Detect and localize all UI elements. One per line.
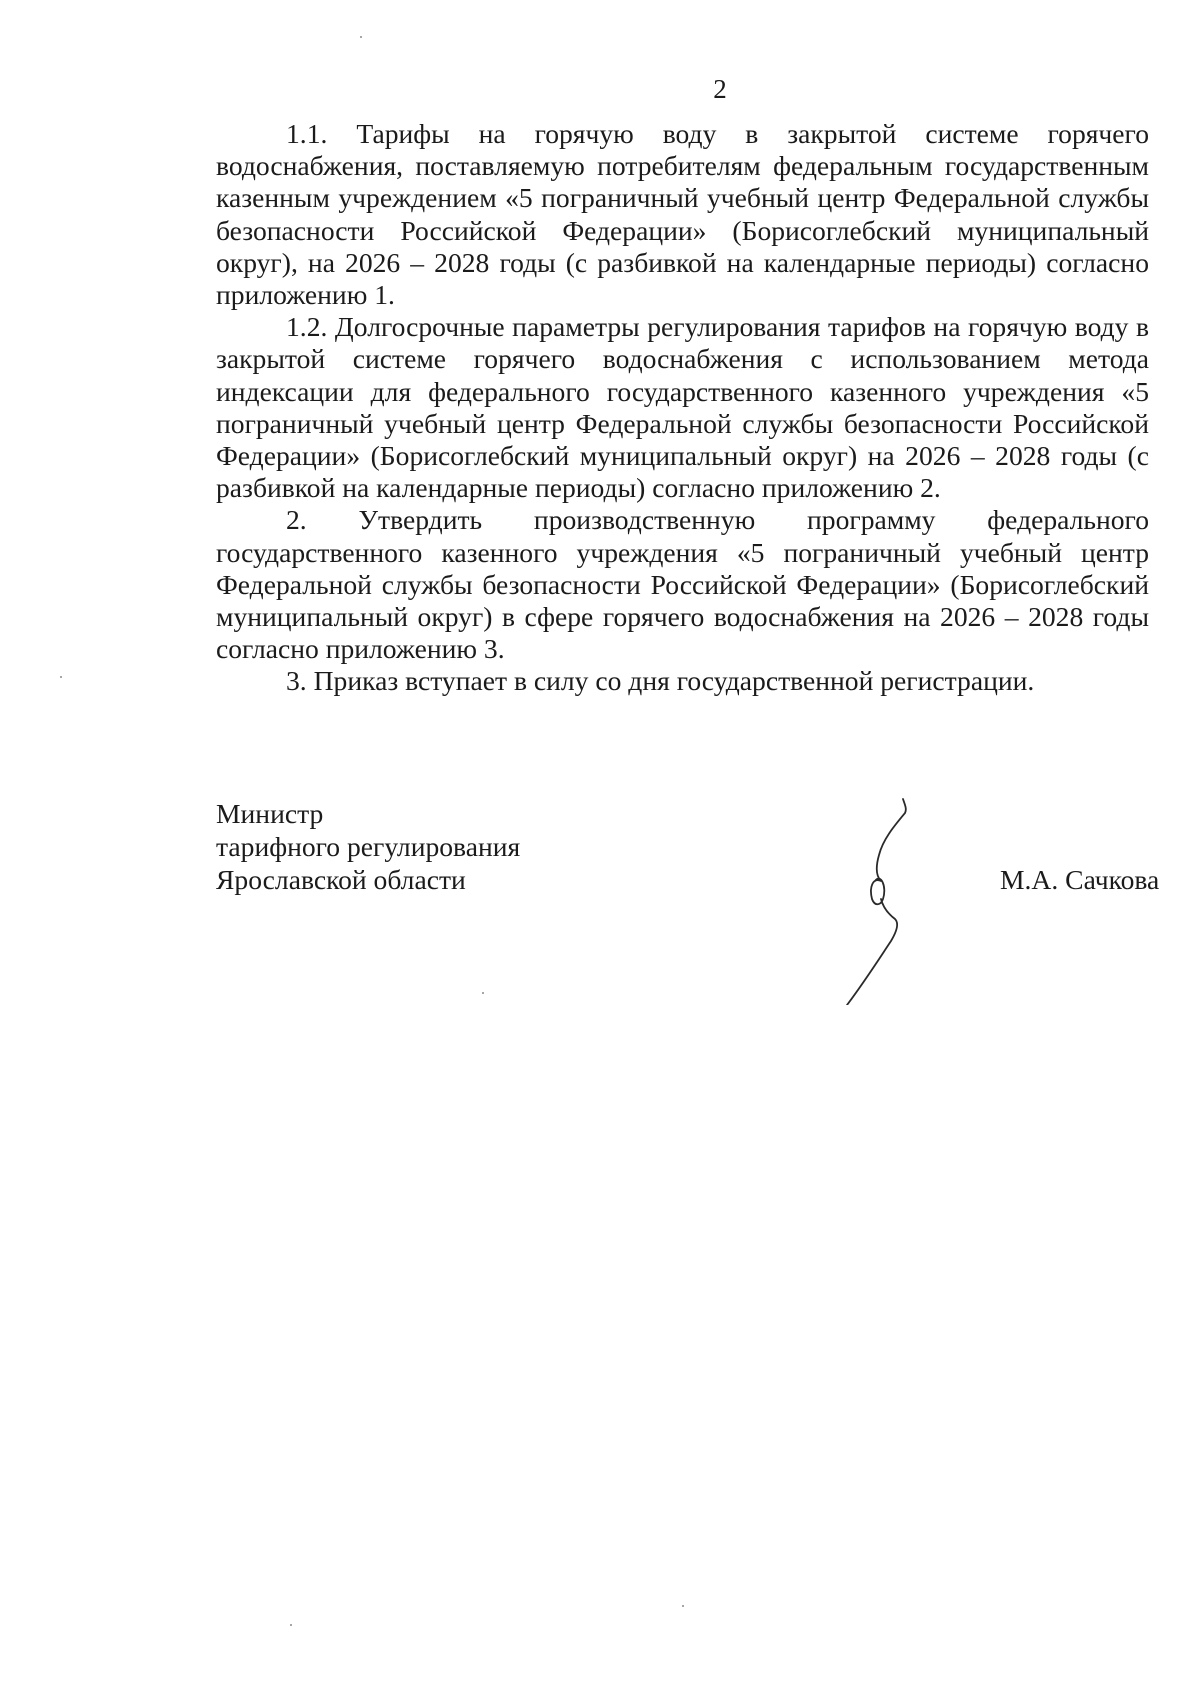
document-body	[216, 118, 1149, 698]
position-line: Ярославской области	[216, 864, 466, 895]
signer-name: М.А. Сачкова	[1000, 864, 1160, 895]
page-number: 2	[713, 74, 727, 104]
position-line: тарифного регулирования	[216, 831, 521, 862]
paragraph-3: 3. Приказ вступает в силу со дня государственной регистрации.	[286, 665, 1035, 697]
scan-speck	[60, 676, 62, 678]
paragraph-1-1: 1.1. Тарифы на горячую воду в закрытой системе горячего водоснабжения, поставляемую потребителям федеральным государственным казенным учреждением «5 пограничный учебный центр Федеральной службы безопасности Российской Федерации» (Борисоглебский муниципальный округ), на 2026 – 2028 годы (с разбивкой на календарные периоды) согласно приложению 1.	[216, 118, 1149, 311]
position-line: Министр	[216, 798, 324, 829]
paragraph-1-2: 1.2. Долгосрочные параметры регулирования тарифов на горячую воду в закрытой системе горячего водоснабжения с использованием метода индексации для федерального государственного казенного учреждения «5 пограничный учебный центр Федеральной службы безопасности Российской Федерации» (Борисоглебский муниципальный округ) на 2026 – 2028 годы (с разбивкой на календарные периоды) согласно приложению 2.	[216, 311, 1149, 504]
signatory-position	[216, 797, 520, 896]
scan-speck	[682, 1605, 684, 1607]
scan-speck	[482, 992, 484, 994]
paragraph-2: 2. Утвердить производственную программу федерального государственного казенного учреждения «5 пограничный учебный центр Федеральной службы безопасности Российской Федерации» (Борисоглебский муниципальный округ) в сфере горячего водоснабжения на 2026 – 2028 годы согласно приложению 3.	[216, 504, 1149, 665]
scan-speck	[290, 1624, 292, 1626]
handwritten-signature	[825, 795, 935, 1005]
scan-speck	[360, 36, 362, 38]
